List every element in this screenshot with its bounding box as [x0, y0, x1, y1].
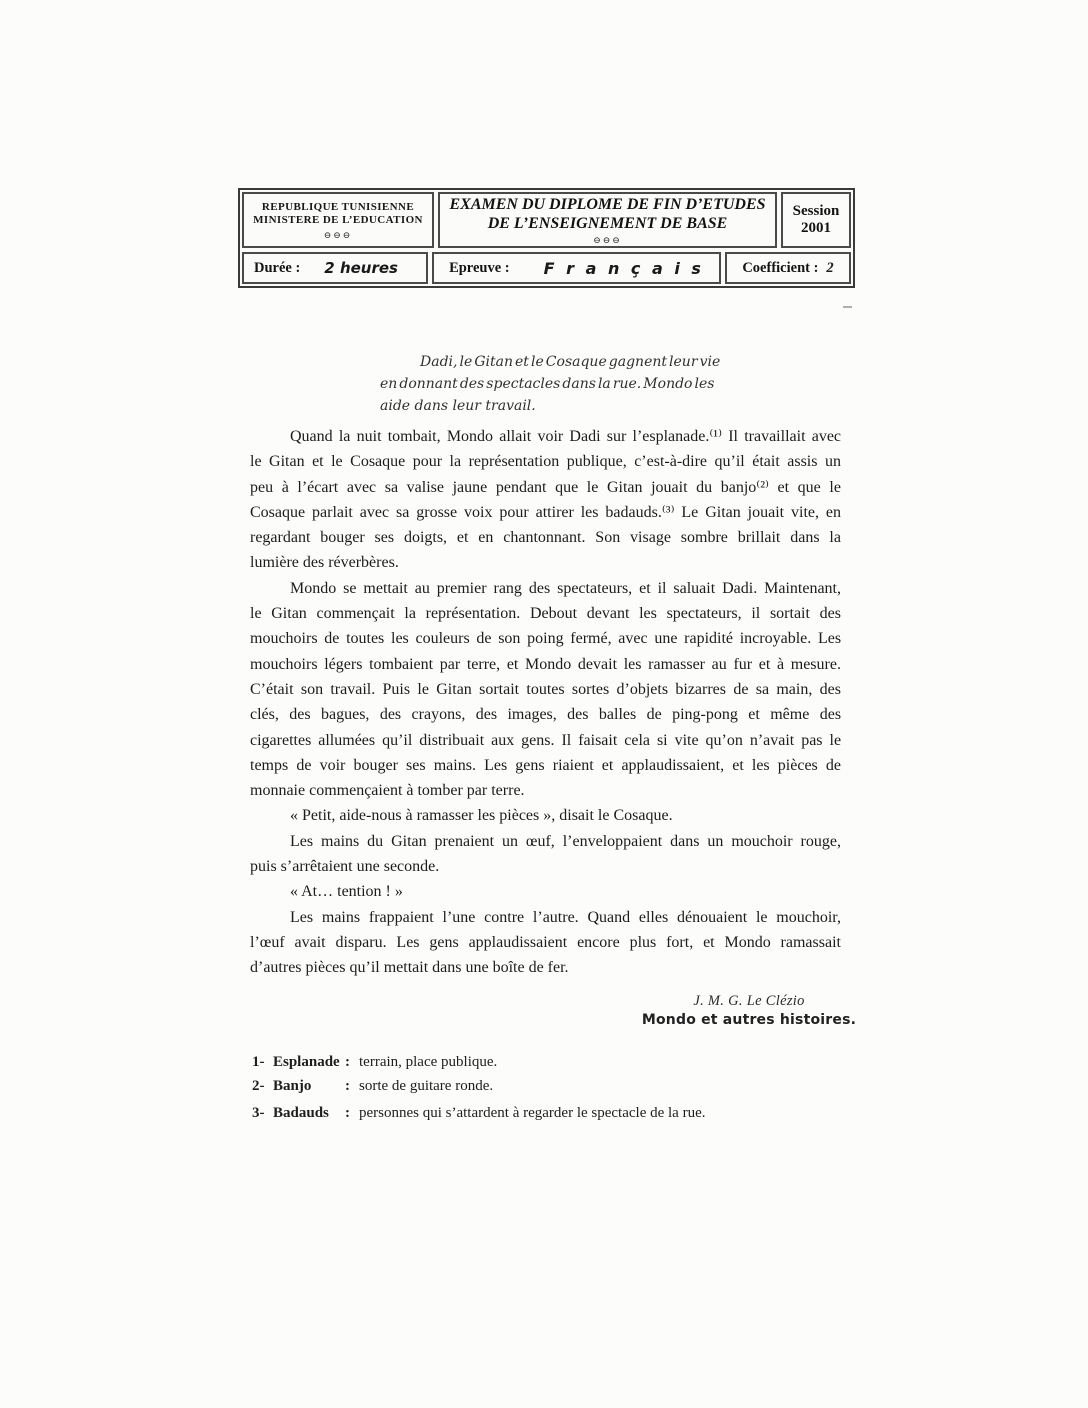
work-title: Mondo et autres histoires.	[641, 1012, 857, 1028]
passage-line: Mondo se mettait au premier rang des spectateurs, et il saluait Dadi. Maintenant,	[290, 579, 842, 597]
exam-title-line2: DE L’ENSEIGNEMENT DE BASE	[487, 215, 728, 232]
ornament-icon: ⊖⊖⊖	[593, 235, 622, 245]
intro-line: Dadi, le Gitan et le Cosaque gagnent leur vie	[420, 354, 721, 370]
footnote-definition: personnes qui s’attardent à regarder le spectacle de la rue.	[359, 1105, 706, 1121]
passage-line: mouchoirs de toutes les couleurs de son poing fermé, avec une rapidité incroyable. Les	[250, 630, 842, 648]
passage-line: lumière des réverbères.	[250, 554, 399, 572]
subject-value: F r a n ç a i s	[543, 258, 704, 278]
header-cell-subject	[432, 252, 721, 284]
intro-line: en donnant des spectacles dans la rue. Mondo les	[380, 375, 715, 392]
footnote-term: Banjo	[273, 1078, 312, 1094]
intro-line: aide dans leur travail.	[380, 397, 536, 414]
passage-line: « Petit, aide-nous à ramasser les pièces », disait le Cosaque.	[290, 807, 673, 825]
ministry-line1: REPUBLIQUE TUNISIENNE	[261, 200, 415, 213]
author-name: J. M. G. Le Clézio	[693, 993, 805, 1009]
exam-header-table	[238, 188, 855, 288]
footnote-colon: :	[345, 1078, 350, 1094]
footnote-row	[252, 1101, 842, 1125]
header-cell-duration	[242, 252, 428, 284]
footnote-colon: :	[345, 1054, 350, 1070]
footnote-row	[252, 1074, 842, 1098]
footnote-term: Esplanade	[273, 1054, 340, 1070]
duration-value: 2 heures	[324, 259, 398, 277]
exam-title-line1: EXAMEN DU DIPLOME DE FIN D’ETUDES	[449, 196, 766, 213]
passage-line: l’œuf avait disparu. Les gens applaudissaient encore plus fort, et Mondo ramassait	[250, 933, 841, 951]
subject-label: Epreuve :	[449, 259, 510, 276]
passage-line: mouchoirs légers tombaient par terre, et Mondo devait les ramasser au fur et à mesure.	[250, 655, 841, 673]
footnote-colon: :	[345, 1105, 350, 1121]
coefficient-value: 2	[826, 259, 834, 276]
passage-line: « At… tention ! »	[290, 883, 403, 901]
session-label: Session	[792, 203, 840, 219]
ministry-line2: MINISTERE DE L’EDUCATION	[253, 214, 423, 226]
footnote-number: 2-	[252, 1078, 265, 1094]
duration-label: Durée :	[254, 259, 301, 276]
passage-line: temps de voir bouger ses mains. Les gens riaient et applaudissaient, et les pièces de	[250, 756, 841, 774]
scan-artifact-dash	[843, 306, 852, 308]
passage-line: Quand la nuit tombait, Mondo allait voir Dadi sur l’esplanade.⁽¹⁾ Il travaillait avec	[290, 428, 842, 445]
header-cell-exam-title	[438, 192, 777, 248]
header-row-top	[240, 190, 853, 250]
header-cell-session	[781, 192, 851, 248]
passage-line: Les mains frappaient l’une contre l’autre. Quand elles dénouaient le mouchoir,	[290, 908, 841, 926]
session-year: 2001	[801, 220, 831, 236]
footnote-number: 3-	[252, 1105, 265, 1121]
ornament-icon: ⊖⊖⊖	[323, 229, 353, 240]
footnote-term: Badauds	[273, 1105, 329, 1121]
footnote-row	[252, 1050, 842, 1074]
footnote-definition: terrain, place publique.	[359, 1054, 498, 1070]
passage-line: cigarettes allumées qu’il distribuait aux gens. Il faisait cela si vite qu’on n’avait pas le	[250, 731, 842, 749]
reading-passage	[250, 424, 841, 981]
header-cell-ministry	[242, 192, 434, 248]
footnote-definition: sorte de guitare ronde.	[359, 1078, 494, 1094]
passage-line: C’était son travail. Puis le Gitan sortait toutes sortes d’objets bizarres de sa main, des	[250, 680, 841, 698]
intro-note	[380, 352, 721, 417]
passage-line: Cosaque parlait avec sa grosse voix pour attirer les badauds.⁽³⁾ Le Gitan jouait vite, en	[250, 503, 842, 521]
passage-line: le Gitan et le Cosaque pour la représentation publique, c’est-à-dire qu’il était assis un	[250, 453, 841, 471]
passage-line: clés, des bagues, des crayons, des images, des balles de ping-pong et même des	[250, 706, 842, 724]
passage-line: monnaie commençaient à tomber par terre.	[250, 782, 525, 800]
header-cell-coefficient	[725, 252, 851, 284]
passage-line: regardant bouger ses doigts, et en chantonnant. Son visage sombre brillait dans la	[250, 529, 841, 547]
coefficient-label: Coefficient :	[742, 259, 819, 276]
attribution-block	[638, 993, 860, 1028]
footnote-number: 1-	[252, 1054, 265, 1070]
passage-line: Les mains du Gitan prenaient un œuf, l’enveloppaient dans un mouchoir rouge,	[290, 832, 841, 850]
passage-line: puis s’arrêtaient une seconde.	[250, 858, 440, 876]
header-row-bottom	[240, 250, 853, 286]
passage-line: le Gitan commençait la représentation. Debout devant les spectateurs, il sortait des	[250, 605, 841, 623]
footnotes-list	[252, 1050, 842, 1125]
passage-line: peu à l’écart avec sa valise jaune pendant que le Gitan jouait du banjo⁽²⁾ et que le	[250, 478, 841, 496]
passage-line: d’autres pièces qu’il mettait dans une boîte de fer.	[250, 959, 569, 977]
